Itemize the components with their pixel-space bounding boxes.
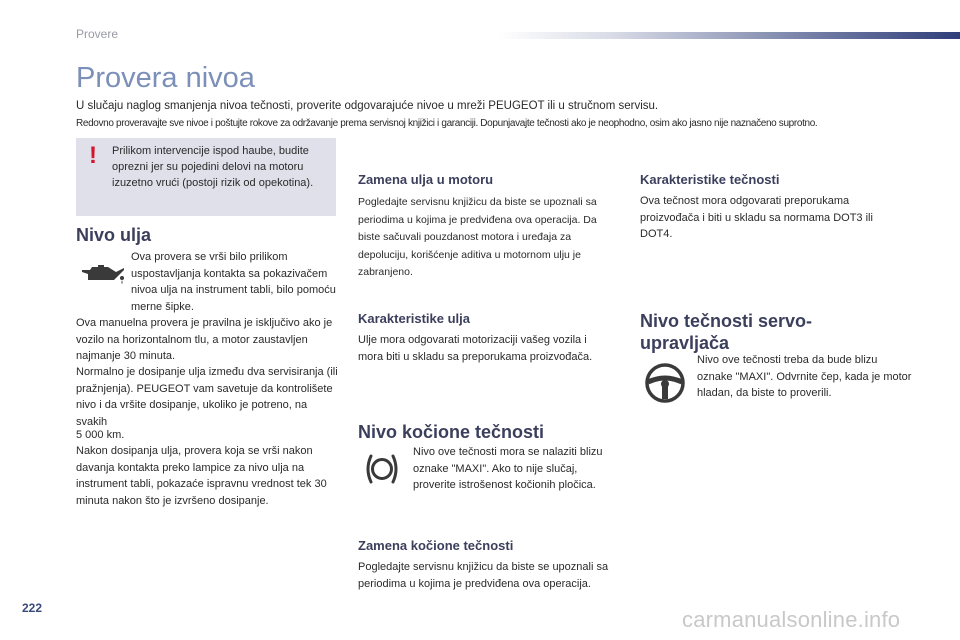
steering-wheel-icon bbox=[644, 362, 686, 404]
page-title: Provera nivoa bbox=[76, 62, 255, 94]
warning-box bbox=[76, 138, 336, 216]
oil-specs-heading: Karakteristike ulja bbox=[358, 311, 471, 326]
warning-text: Prilikom intervencije ispod haube, budite oprezni jer su pojedini delovi na motoru izuzetno vrući (postoji rizik od opekotina). bbox=[112, 145, 314, 189]
page-number: 222 bbox=[22, 601, 43, 615]
oil-level-text-4: 5 000 km. bbox=[76, 429, 125, 441]
oil-level-text-5: Nakon dosipanja ulja, provera koja se vrši nakon davanja kontakta preko lampice za nivo ulja na instrument tabli, pokazaće ispravnu vrednost tek 30 minuta nakon što je izvršeno dosipanje. bbox=[76, 445, 327, 507]
brake-level-heading: Nivo kočione tečnosti bbox=[358, 422, 545, 442]
intro-line-1: U slučaju naglog smanjenja nivoa tečnosti, proverite odgovarajuće nivoe u mreži PEUGEOT ili u stručnom servisu. bbox=[76, 100, 659, 112]
fluid-specs-heading: Karakteristike tečnosti bbox=[640, 172, 780, 187]
oil-level-text-3: Normalno je dosipanje ulja između dva servisiranja (ili pražnjenja). PEUGEOT vam savetuje da kontrolišete nivo i da vršite dosipanje, ukoliko je potreno, na svakih bbox=[76, 366, 338, 428]
steering-level-heading: Nivo tečnosti servo-upravljača bbox=[640, 311, 813, 353]
steering-level-text: Nivo ove tečnosti treba da bude blizu oznake "MAXI". Odvrnite čep, kada je motor hladan, da biste to proverili. bbox=[697, 354, 912, 399]
brake-change-text: Pogledajte servisnu knjižicu da biste se upoznali sa periodima u kojima je predviđena ova operacija. bbox=[358, 561, 609, 590]
brake-change-heading: Zamena kočione tečnosti bbox=[358, 538, 514, 553]
oil-level-text-1: Ova provera se vrši bilo prilikom uspostavljanja kontakta sa pokazivačem nivoa ulja na instrument tabli, bilo pomoću merne šipke. bbox=[131, 251, 336, 313]
brake-level-text: Nivo ove tečnosti mora se nalaziti blizu oznake "MAXI". Ako to nije slučaj, proverite istrošenost kočionih pločica. bbox=[413, 446, 603, 491]
exclamation-icon: ! bbox=[89, 142, 97, 169]
fluid-specs-text: Ova tečnost mora odgovarati preporukama proizvođača i biti u skladu sa normama DOT3 ili DOT4. bbox=[640, 195, 873, 240]
oil-specs-text: Ulje mora odgovarati motorizaciji vašeg vozila i mora biti u skladu sa preporukama proizvođača. bbox=[358, 334, 593, 363]
intro-line-2: Redovno proveravajte sve nivoe i poštujte rokove za održavanje prema servisnoj knjižici i garanciji. Dopunjavajte tečnosti ako je neophodno, osim ako jasno nije naznačeno suprotno. bbox=[76, 118, 818, 129]
section-label: Provere bbox=[76, 27, 119, 41]
brake-warning-icon bbox=[364, 453, 400, 485]
oil-can-icon bbox=[80, 262, 126, 288]
oil-level-text-2: Ova manuelna provera je pravilna je isključivo ako je vozilo na horizontalnom tlu, a motor zaustavljen najmanje 30 minuta. bbox=[76, 317, 333, 362]
watermark: carmanualsonline.info bbox=[682, 607, 901, 632]
oil-change-heading: Zamena ulja u motoru bbox=[358, 172, 494, 187]
oil-change-text: Pogledajte servisnu knjižicu da biste se upoznali sa periodima u kojima je predviđena ova operacija. Da biste sačuvali pouzdanost motora i uređaja za depoluciju, korišćenje aditiva u motornom ulju je zabranjeno. bbox=[358, 196, 597, 278]
oil-level-heading: Nivo ulja bbox=[76, 225, 152, 245]
header-gradient-bar bbox=[498, 32, 960, 39]
